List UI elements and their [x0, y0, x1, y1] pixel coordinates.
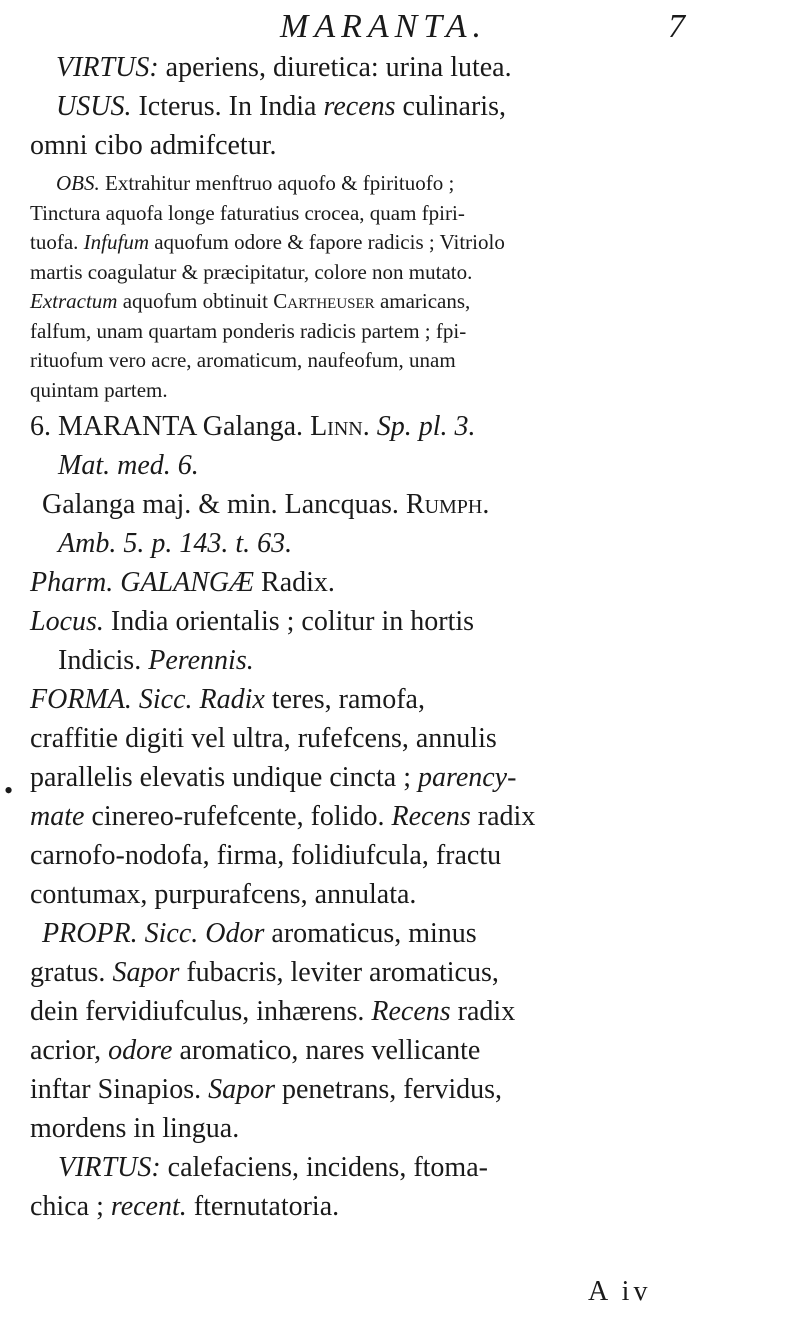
virtus-text: aperiens, diuretica: urina lutea. [158, 52, 512, 83]
entry-line-1sc: Linn. [310, 411, 370, 442]
obs-line-3b: aquofum odore & fapore radicis ; Vitriolo [148, 230, 505, 254]
obs-line-1: Extrahitur menftruo aquofo & fpirituofo ; [99, 171, 455, 195]
entry-line-5a: Radix. [254, 567, 335, 598]
obs-label: OBS. [56, 171, 100, 195]
obs-line-8: quintam partem. [30, 377, 168, 402]
obs-line-4: martis coagulatur & præcipitatur, colore non mutato. [30, 259, 473, 284]
entry-line-4: Amb. 5. p. 143. t. 63. [58, 528, 293, 559]
propr-line-3i: Recens [371, 996, 451, 1027]
propr-line-1i: PROPR. Sicc. Odor [42, 918, 265, 949]
obs-line-3a: tuofa. [30, 230, 84, 254]
propr-line-4i: odore [108, 1035, 173, 1066]
propr-line-4a: acrior, [30, 1035, 109, 1066]
forma-line-3a: parallelis elevatis undique cincta ; [30, 762, 418, 793]
usus-paragraph [30, 87, 742, 165]
page-number: 7 [668, 8, 685, 45]
virtus-label: VIRTUS: [56, 52, 159, 83]
usus-text-1: Icterus. In India [131, 91, 324, 122]
running-title: MARANTA. [280, 8, 487, 45]
forma-line-1i: FORMA. Sicc. Radix [30, 684, 265, 715]
entry-line-1a: 6. MARANTA Galanga. [30, 411, 311, 442]
forma-line-4b: radix [470, 801, 536, 832]
obs-paragraph [30, 169, 742, 405]
virtus2-paragraph [30, 1148, 742, 1226]
forma-line-3i: parency- [417, 762, 517, 793]
propr-line-3a: dein fervidiufculus, inhærens. [30, 996, 372, 1027]
entry-line-6i: Locus. [30, 606, 104, 637]
propr-paragraph [30, 914, 742, 1148]
forma-line-5: carnofo-nodofa, firma, folidiufcula, fractu [30, 840, 502, 871]
forma-line-4a: cinereo-rufefcente, folido. [84, 801, 392, 832]
propr-line-5a: inftar Sinapios. [30, 1074, 209, 1105]
forma-line-4i: mate [30, 801, 85, 832]
propr-line-2a: gratus. [30, 957, 113, 988]
obs-line-5sc: Cartheuser [273, 289, 375, 313]
page-body [30, 46, 742, 1226]
entry-line-1i: Sp. pl. 3. [369, 411, 476, 442]
signature-mark: A iv [588, 1276, 652, 1307]
virtus2-line-2i: recent. [110, 1191, 187, 1222]
virtus-paragraph [30, 48, 742, 87]
propr-line-3b: radix [450, 996, 516, 1027]
obs-line-2: Tinctura aquofa longe faturatius crocea, quam fpiri- [30, 200, 465, 225]
obs-line-5b: amaricans, [374, 289, 471, 313]
margin-mark: • [4, 776, 14, 805]
entry-line-2: Mat. med. 6. [58, 450, 199, 481]
usus-line-2: omni cibo admifcetur. [30, 130, 277, 161]
virtus2-line-1a: calefaciens, incidens, ftoma- [160, 1152, 488, 1183]
usus-text-2: culinaris, [395, 91, 506, 122]
obs-line-5i: Extractum [30, 289, 118, 313]
entry-line-6a: India orientalis ; colitur in hortis [103, 606, 475, 637]
propr-line-2b: fubacris, leviter aromaticus, [179, 957, 499, 988]
entry-paragraph [30, 407, 742, 680]
propr-line-2i: Sapor [112, 957, 180, 988]
obs-line-6: falfum, unam quartam ponderis radicis partem ; fpi- [30, 318, 467, 343]
forma-line-6: contumax, purpurafcens, annulata. [30, 879, 417, 910]
propr-line-5b: penetrans, fervidus, [275, 1074, 503, 1105]
obs-line-3i: Infufum [83, 230, 149, 254]
virtus2-line-2b: fternutatoria. [186, 1191, 340, 1222]
forma-line-4i2: Recens [391, 801, 471, 832]
forma-paragraph [30, 680, 742, 914]
obs-line-5a: aquofum obtinuit [117, 289, 274, 313]
propr-line-5i: Sapor [208, 1074, 275, 1105]
entry-line-3sc: Rumph. [405, 489, 490, 520]
virtus2-line-2a: chica ; [30, 1191, 111, 1222]
forma-line-1a: teres, ramofa, [264, 684, 425, 715]
entry-line-5i: Pharm. GALANGÆ [30, 567, 255, 598]
virtus2-line-1i: VIRTUS: [58, 1152, 161, 1183]
entry-line-3a: Galanga maj. & min. Lancquas. [42, 489, 406, 520]
propr-line-4b: aromatico, nares vellicante [172, 1035, 481, 1066]
obs-line-7: rituofum vero acre, aromaticum, naufeofum, unam [30, 348, 456, 372]
usus-recens: recens [323, 91, 396, 122]
forma-line-2: craffitie digiti vel ultra, rufefcens, annulis [30, 723, 497, 754]
propr-line-1a: aromaticus, minus [264, 918, 477, 949]
propr-line-6: mordens in lingua. [30, 1113, 240, 1144]
entry-line-7i: Perennis. [148, 645, 254, 676]
entry-line-7a: Indicis. [58, 645, 149, 676]
usus-label: USUS. [56, 91, 132, 122]
